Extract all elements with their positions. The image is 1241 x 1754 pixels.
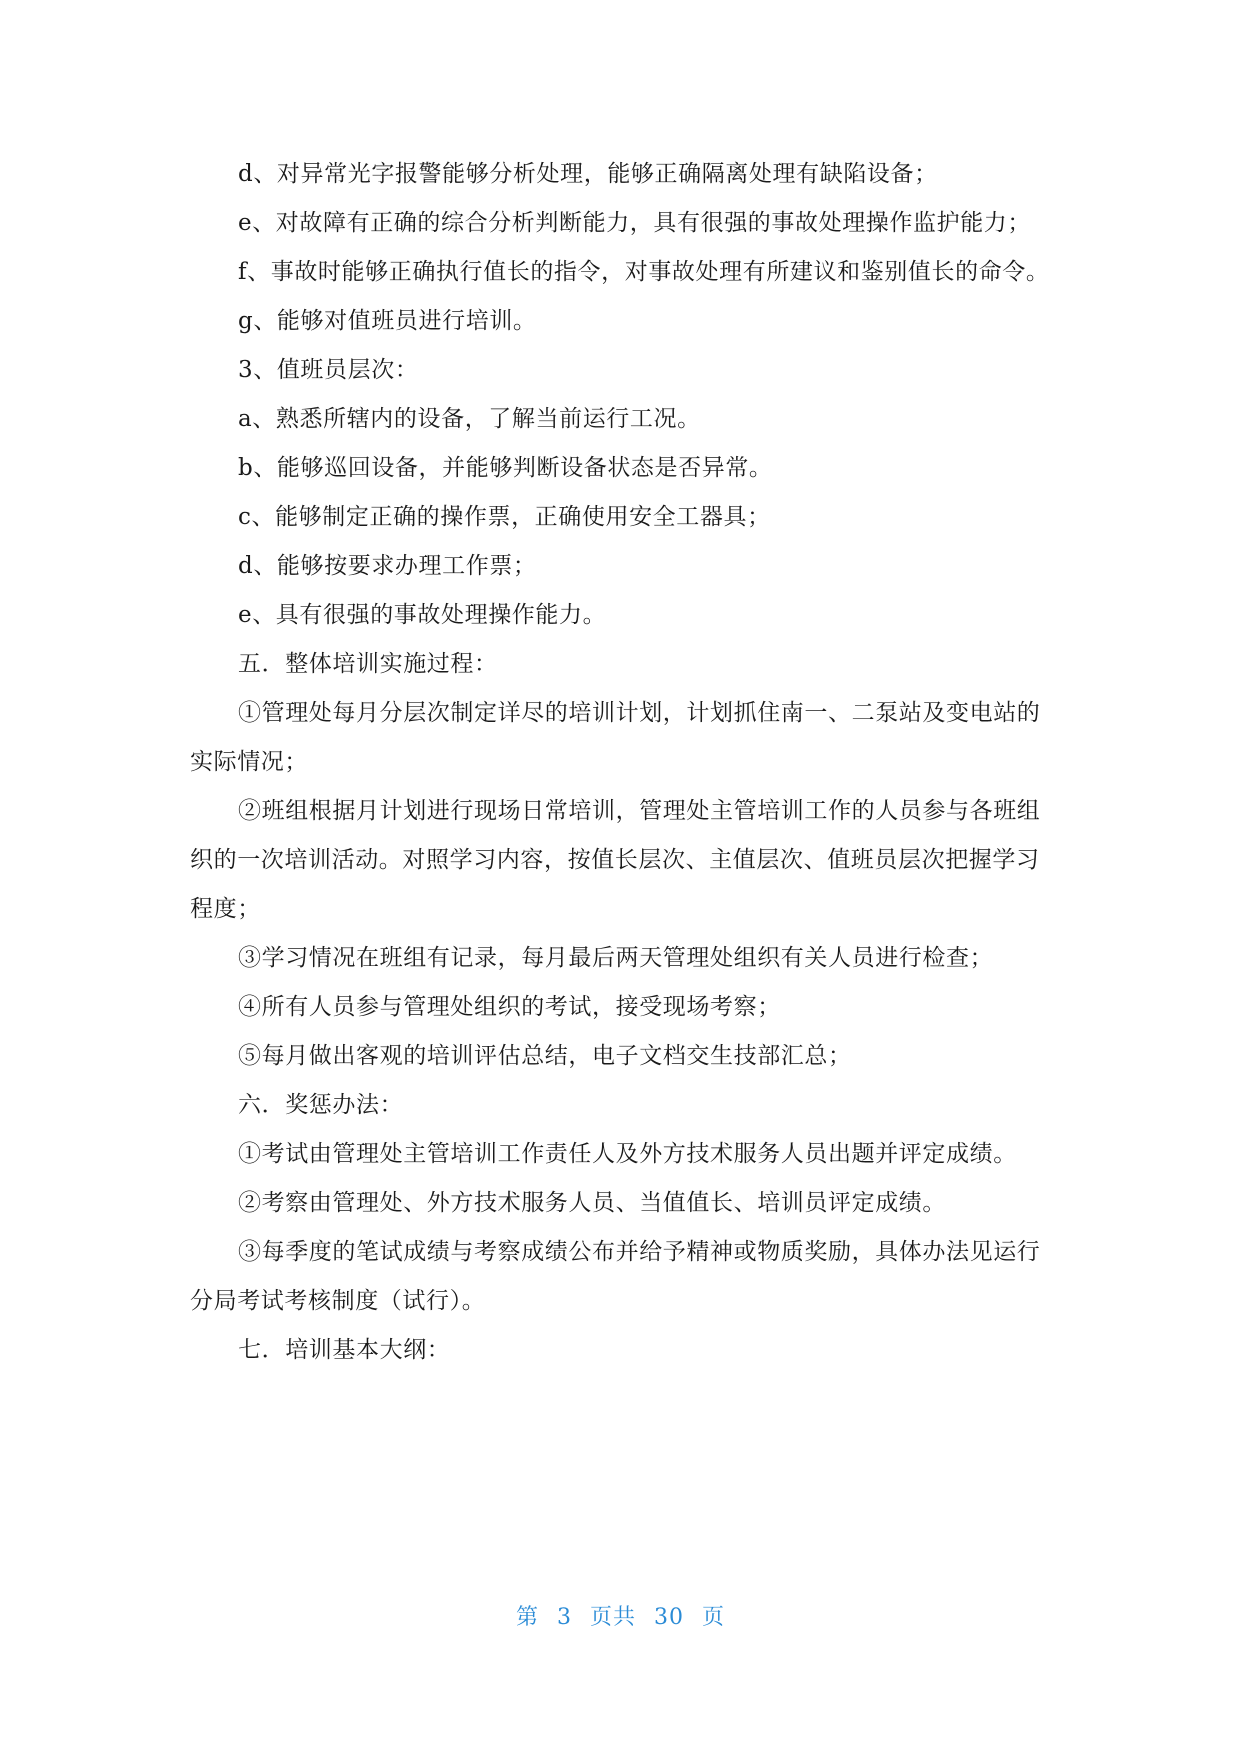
paragraph: e、具有很强的事故处理操作能力。 <box>238 602 607 628</box>
paragraph: f、事故时能够正确执行值长的指令，对事故处理有所建议和鉴别值长的命令。 <box>238 259 1050 285</box>
paragraph: ①管理处每月分层次制定详尽的培训计划，计划抓住南一、二泵站及变电站的实际情况； <box>190 700 1041 775</box>
paragraph: ③学习情况在班组有记录，每月最后两天管理处组织有关人员进行检查； <box>238 945 994 971</box>
document-body <box>190 150 1052 1375</box>
footer-current-page: 3 <box>556 1605 572 1630</box>
footer-prefix: 第 <box>515 1605 539 1630</box>
section-heading: 五．整体培训实施过程： <box>238 651 498 677</box>
footer-middle: 页共 <box>589 1605 636 1630</box>
paragraph: b、能够巡回设备，并能够判断设备状态是否异常。 <box>238 455 773 481</box>
paragraph: ②考察由管理处、外方技术服务人员、当值值长、培训员评定成绩。 <box>238 1190 946 1216</box>
paragraph: a、熟悉所辖内的设备，了解当前运行工况。 <box>238 406 701 432</box>
section-heading: 六．奖惩办法： <box>238 1092 404 1118</box>
paragraph: ②班组根据月计划进行现场日常培训，管理处主管培训工作的人员参与各班组织的一次培训活动。对照学习内容，按值长层次、主值层次、值班员层次把握学习程度； <box>190 798 1041 922</box>
section-heading: 七．培训基本大纲： <box>238 1337 451 1363</box>
section-subheading: 3、值班员层次： <box>238 357 419 383</box>
paragraph: e、对故障有正确的综合分析判断能力，具有很强的事故处理操作监护能力； <box>238 210 1032 236</box>
paragraph: d、对异常光字报警能够分析处理，能够正确隔离处理有缺陷设备； <box>238 161 938 187</box>
footer-total-pages: 30 <box>654 1605 684 1630</box>
paragraph: ③每季度的笔试成绩与考察成绩公布并给予精神或物质奖励，具体办法见运行分局考试考核制度（试行）。 <box>190 1239 1041 1314</box>
paragraph: c、能够制定正确的操作票，正确使用安全工器具； <box>238 504 771 530</box>
paragraph: ⑤每月做出客观的培训评估总结，电子文档交生技部汇总； <box>238 1043 852 1069</box>
footer-suffix: 页 <box>702 1605 726 1630</box>
paragraph: ①考试由管理处主管培训工作责任人及外方技术服务人员出题并评定成绩。 <box>238 1141 1017 1167</box>
paragraph: g、能够对值班员进行培训。 <box>238 308 537 334</box>
page-footer <box>0 1600 1241 1631</box>
paragraph: d、能够按要求办理工作票； <box>238 553 537 579</box>
paragraph: ④所有人员参与管理处组织的考试，接受现场考察； <box>238 994 781 1020</box>
